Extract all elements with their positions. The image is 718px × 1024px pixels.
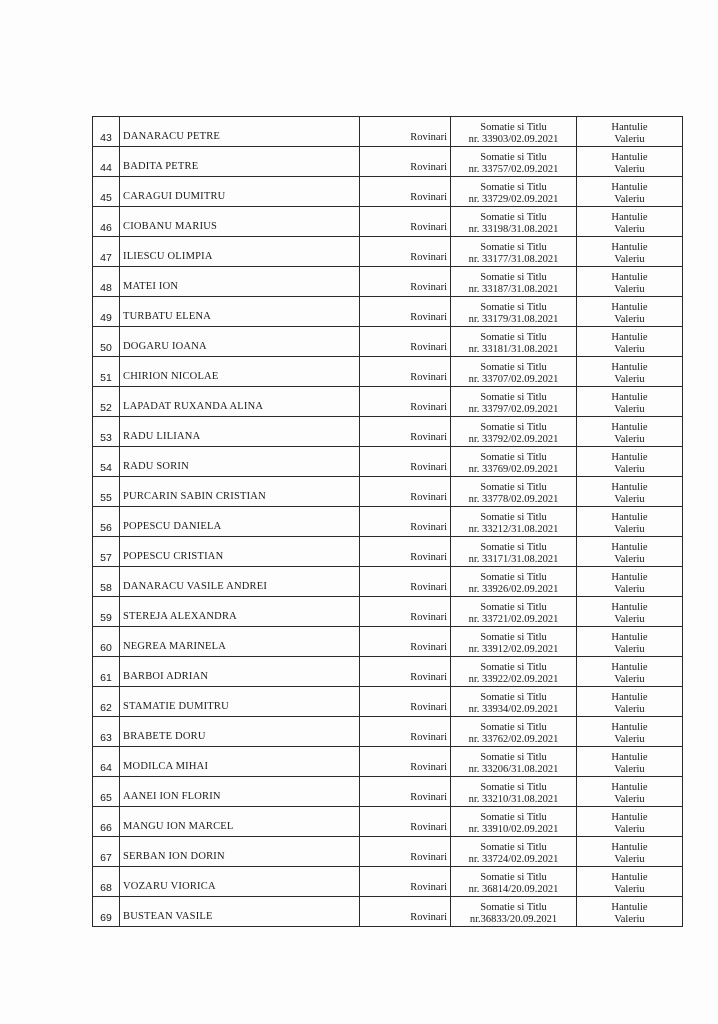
- debtor-name: SERBAN ION DORIN: [120, 837, 360, 867]
- document-number: nr. 33910/02.09.2021: [468, 824, 559, 835]
- document-type: Somatie si Titlu: [480, 902, 547, 913]
- executor-surname: Hantulie: [611, 542, 648, 553]
- table-row: [93, 777, 683, 807]
- executor-surname: Hantulie: [611, 872, 648, 883]
- document-type: Somatie si Titlu: [480, 422, 547, 433]
- document-number: nr. 33912/02.09.2021: [468, 644, 559, 655]
- document-number: nr. 33187/31.08.2021: [468, 284, 559, 295]
- document-type: Somatie si Titlu: [480, 692, 547, 703]
- document-cell: [451, 717, 577, 747]
- executor-surname: Hantulie: [611, 332, 648, 343]
- executor-cell: [577, 657, 683, 687]
- executor-cell: [577, 837, 683, 867]
- document-type: Somatie si Titlu: [480, 452, 547, 463]
- executor-firstname: Valeriu: [614, 854, 645, 865]
- debtor-name: POPESCU CRISTIAN: [120, 537, 360, 567]
- locality: Rovinari: [360, 537, 451, 567]
- table-row: [93, 687, 683, 717]
- executor-cell: [577, 417, 683, 447]
- executor-surname: Hantulie: [611, 512, 648, 523]
- executor-cell: [577, 267, 683, 297]
- executor-firstname: Valeriu: [614, 644, 645, 655]
- row-number: 44: [93, 147, 120, 177]
- executor-cell: [577, 567, 683, 597]
- table-row: [93, 807, 683, 837]
- row-number: 62: [93, 687, 120, 717]
- document-number: nr. 33181/31.08.2021: [468, 344, 559, 355]
- debtor-name: CIOBANU MARIUS: [120, 207, 360, 237]
- document-number: nr. 33177/31.08.2021: [468, 254, 559, 265]
- executor-firstname: Valeriu: [614, 344, 645, 355]
- locality: Rovinari: [360, 177, 451, 207]
- debtor-name: ILIESCU OLIMPIA: [120, 237, 360, 267]
- table-row: [93, 177, 683, 207]
- document-cell: [451, 207, 577, 237]
- row-number: 57: [93, 537, 120, 567]
- executor-surname: Hantulie: [611, 152, 648, 163]
- executor-cell: [577, 147, 683, 177]
- locality: Rovinari: [360, 387, 451, 417]
- debtor-name: DOGARU IOANA: [120, 327, 360, 357]
- executor-firstname: Valeriu: [614, 164, 645, 175]
- table-row: [93, 387, 683, 417]
- executor-firstname: Valeriu: [614, 314, 645, 325]
- row-number: 47: [93, 237, 120, 267]
- document-cell: [451, 867, 577, 897]
- document-cell: [451, 117, 577, 147]
- document-number: nr. 33903/02.09.2021: [468, 134, 559, 145]
- records-table-body: [93, 117, 683, 927]
- executor-surname: Hantulie: [611, 392, 648, 403]
- executor-surname: Hantulie: [611, 422, 648, 433]
- row-number: 45: [93, 177, 120, 207]
- locality: Rovinari: [360, 447, 451, 477]
- executor-surname: Hantulie: [611, 272, 648, 283]
- document-type: Somatie si Titlu: [480, 512, 547, 523]
- table-row: [93, 747, 683, 777]
- document-type: Somatie si Titlu: [480, 212, 547, 223]
- executor-firstname: Valeriu: [614, 494, 645, 505]
- executor-firstname: Valeriu: [614, 914, 645, 925]
- row-number: 69: [93, 897, 120, 927]
- debtor-name: VOZARU VIORICA: [120, 867, 360, 897]
- row-number: 51: [93, 357, 120, 387]
- row-number: 64: [93, 747, 120, 777]
- executor-cell: [577, 507, 683, 537]
- document-number: nr. 33729/02.09.2021: [468, 194, 559, 205]
- document-cell: [451, 837, 577, 867]
- executor-surname: Hantulie: [611, 482, 648, 493]
- row-number: 60: [93, 627, 120, 657]
- locality: Rovinari: [360, 207, 451, 237]
- executor-firstname: Valeriu: [614, 554, 645, 565]
- document-number: nr. 33206/31.08.2021: [468, 764, 559, 775]
- document-number: nr. 33212/31.08.2021: [468, 524, 559, 535]
- table-row: [93, 297, 683, 327]
- table-row: [93, 627, 683, 657]
- locality: Rovinari: [360, 237, 451, 267]
- executor-cell: [577, 237, 683, 267]
- executor-surname: Hantulie: [611, 302, 648, 313]
- table-row: [93, 267, 683, 297]
- document-number: nr. 33797/02.09.2021: [468, 404, 559, 415]
- locality: Rovinari: [360, 327, 451, 357]
- document-number: nr. 33757/02.09.2021: [468, 164, 559, 175]
- executor-surname: Hantulie: [611, 752, 648, 763]
- executor-cell: [577, 897, 683, 927]
- document-cell: [451, 657, 577, 687]
- executor-cell: [577, 297, 683, 327]
- document-cell: [451, 447, 577, 477]
- table-row: [93, 657, 683, 687]
- document-type: Somatie si Titlu: [480, 272, 547, 283]
- executor-cell: [577, 387, 683, 417]
- row-number: 49: [93, 297, 120, 327]
- document-type: Somatie si Titlu: [480, 782, 547, 793]
- document-cell: [451, 387, 577, 417]
- document-number: nr. 33792/02.09.2021: [468, 434, 559, 445]
- document-number: nr.36833/20.09.2021: [469, 914, 558, 925]
- locality: Rovinari: [360, 867, 451, 897]
- row-number: 53: [93, 417, 120, 447]
- row-number: 46: [93, 207, 120, 237]
- document-type: Somatie si Titlu: [480, 842, 547, 853]
- executor-surname: Hantulie: [611, 242, 648, 253]
- executor-firstname: Valeriu: [614, 524, 645, 535]
- document-cell: [451, 417, 577, 447]
- locality: Rovinari: [360, 267, 451, 297]
- document-number: nr. 33721/02.09.2021: [468, 614, 559, 625]
- executor-firstname: Valeriu: [614, 764, 645, 775]
- row-number: 54: [93, 447, 120, 477]
- executor-surname: Hantulie: [611, 362, 648, 373]
- row-number: 43: [93, 117, 120, 147]
- debtor-name: RADU SORIN: [120, 447, 360, 477]
- table-row: [93, 147, 683, 177]
- table-row: [93, 717, 683, 747]
- debtor-name: MODILCA MIHAI: [120, 747, 360, 777]
- debtor-name: CHIRION NICOLAE: [120, 357, 360, 387]
- executor-firstname: Valeriu: [614, 794, 645, 805]
- executor-cell: [577, 867, 683, 897]
- executor-cell: [577, 447, 683, 477]
- document-cell: [451, 147, 577, 177]
- debtor-name: BADITA PETRE: [120, 147, 360, 177]
- table-row: [93, 447, 683, 477]
- locality: Rovinari: [360, 747, 451, 777]
- executor-firstname: Valeriu: [614, 194, 645, 205]
- document-cell: [451, 537, 577, 567]
- document-type: Somatie si Titlu: [480, 542, 547, 553]
- document-cell: [451, 297, 577, 327]
- locality: Rovinari: [360, 297, 451, 327]
- document-cell: [451, 567, 577, 597]
- document-cell: [451, 807, 577, 837]
- executor-cell: [577, 597, 683, 627]
- executor-cell: [577, 177, 683, 207]
- executor-cell: [577, 807, 683, 837]
- debtor-name: LAPADAT RUXANDA ALINA: [120, 387, 360, 417]
- document-cell: [451, 177, 577, 207]
- executor-cell: [577, 117, 683, 147]
- table-row: [93, 597, 683, 627]
- locality: Rovinari: [360, 597, 451, 627]
- executor-surname: Hantulie: [611, 662, 648, 673]
- executor-firstname: Valeriu: [614, 224, 645, 235]
- document-number: nr. 33171/31.08.2021: [468, 554, 559, 565]
- document-number: nr. 33179/31.08.2021: [468, 314, 559, 325]
- document-type: Somatie si Titlu: [480, 362, 547, 373]
- executor-firstname: Valeriu: [614, 374, 645, 385]
- debtor-name: BARBOI ADRIAN: [120, 657, 360, 687]
- executor-firstname: Valeriu: [614, 824, 645, 835]
- row-number: 55: [93, 477, 120, 507]
- locality: Rovinari: [360, 117, 451, 147]
- executor-cell: [577, 717, 683, 747]
- row-number: 52: [93, 387, 120, 417]
- table-row: [93, 207, 683, 237]
- executor-firstname: Valeriu: [614, 584, 645, 595]
- table-row: [93, 117, 683, 147]
- table-row: [93, 327, 683, 357]
- document-cell: [451, 267, 577, 297]
- locality: Rovinari: [360, 147, 451, 177]
- executor-firstname: Valeriu: [614, 614, 645, 625]
- executor-surname: Hantulie: [611, 692, 648, 703]
- table-row: [93, 897, 683, 927]
- document-type: Somatie si Titlu: [480, 632, 547, 643]
- document-cell: [451, 237, 577, 267]
- executor-firstname: Valeriu: [614, 134, 645, 145]
- table-row: [93, 237, 683, 267]
- document-number: nr. 33778/02.09.2021: [468, 494, 559, 505]
- document-number: nr. 33934/02.09.2021: [468, 704, 559, 715]
- locality: Rovinari: [360, 507, 451, 537]
- document-type: Somatie si Titlu: [480, 482, 547, 493]
- executor-firstname: Valeriu: [614, 704, 645, 715]
- table-row: [93, 867, 683, 897]
- table-row: [93, 477, 683, 507]
- executor-cell: [577, 777, 683, 807]
- document-number: nr. 33769/02.09.2021: [468, 464, 559, 475]
- document-cell: [451, 897, 577, 927]
- row-number: 50: [93, 327, 120, 357]
- locality: Rovinari: [360, 897, 451, 927]
- document-number: nr. 33926/02.09.2021: [468, 584, 559, 595]
- row-number: 65: [93, 777, 120, 807]
- row-number: 63: [93, 717, 120, 747]
- document-cell: [451, 597, 577, 627]
- document-cell: [451, 357, 577, 387]
- document-type: Somatie si Titlu: [480, 302, 547, 313]
- debtor-name: NEGREA MARINELA: [120, 627, 360, 657]
- debtor-name: RADU LILIANA: [120, 417, 360, 447]
- table-row: [93, 417, 683, 447]
- records-table: [92, 116, 683, 927]
- table-row: [93, 507, 683, 537]
- executor-surname: Hantulie: [611, 632, 648, 643]
- document-type: Somatie si Titlu: [480, 332, 547, 343]
- locality: Rovinari: [360, 657, 451, 687]
- debtor-name: MATEI ION: [120, 267, 360, 297]
- debtor-name: BRABETE DORU: [120, 717, 360, 747]
- executor-surname: Hantulie: [611, 212, 648, 223]
- document-type: Somatie si Titlu: [480, 242, 547, 253]
- debtor-name: DANARACU VASILE ANDREI: [120, 567, 360, 597]
- debtor-name: DANARACU PETRE: [120, 117, 360, 147]
- locality: Rovinari: [360, 567, 451, 597]
- row-number: 66: [93, 807, 120, 837]
- row-number: 61: [93, 657, 120, 687]
- document-type: Somatie si Titlu: [480, 392, 547, 403]
- document-type: Somatie si Titlu: [480, 872, 547, 883]
- row-number: 48: [93, 267, 120, 297]
- executor-cell: [577, 627, 683, 657]
- table-row: [93, 357, 683, 387]
- debtor-name: BUSTEAN VASILE: [120, 897, 360, 927]
- executor-surname: Hantulie: [611, 602, 648, 613]
- executor-cell: [577, 477, 683, 507]
- executor-firstname: Valeriu: [614, 884, 645, 895]
- debtor-name: POPESCU DANIELA: [120, 507, 360, 537]
- executor-surname: Hantulie: [611, 452, 648, 463]
- document-number: nr. 33762/02.09.2021: [468, 734, 559, 745]
- document-number: nr. 33707/02.09.2021: [468, 374, 559, 385]
- document-type: Somatie si Titlu: [480, 152, 547, 163]
- executor-surname: Hantulie: [611, 782, 648, 793]
- document-cell: [451, 477, 577, 507]
- debtor-name: AANEI ION FLORIN: [120, 777, 360, 807]
- table-row: [93, 567, 683, 597]
- debtor-name: MANGU ION MARCEL: [120, 807, 360, 837]
- document-number: nr. 33198/31.08.2021: [468, 224, 559, 235]
- executor-cell: [577, 747, 683, 777]
- debtor-name: PURCARIN SABIN CRISTIAN: [120, 477, 360, 507]
- row-number: 56: [93, 507, 120, 537]
- executor-firstname: Valeriu: [614, 404, 645, 415]
- locality: Rovinari: [360, 687, 451, 717]
- document-type: Somatie si Titlu: [480, 662, 547, 673]
- locality: Rovinari: [360, 627, 451, 657]
- executor-firstname: Valeriu: [614, 674, 645, 685]
- locality: Rovinari: [360, 837, 451, 867]
- executor-surname: Hantulie: [611, 812, 648, 823]
- locality: Rovinari: [360, 417, 451, 447]
- document-type: Somatie si Titlu: [480, 812, 547, 823]
- table-row: [93, 837, 683, 867]
- executor-firstname: Valeriu: [614, 734, 645, 745]
- executor-surname: Hantulie: [611, 902, 648, 913]
- executor-surname: Hantulie: [611, 722, 648, 733]
- document-cell: [451, 777, 577, 807]
- executor-cell: [577, 537, 683, 567]
- document-type: Somatie si Titlu: [480, 752, 547, 763]
- document-cell: [451, 747, 577, 777]
- document-number: nr. 33724/02.09.2021: [468, 854, 559, 865]
- executor-cell: [577, 207, 683, 237]
- document-cell: [451, 327, 577, 357]
- executor-firstname: Valeriu: [614, 284, 645, 295]
- locality: Rovinari: [360, 477, 451, 507]
- document-type: Somatie si Titlu: [480, 722, 547, 733]
- table-row: [93, 537, 683, 567]
- debtor-name: STAMATIE DUMITRU: [120, 687, 360, 717]
- row-number: 59: [93, 597, 120, 627]
- executor-surname: Hantulie: [611, 122, 648, 133]
- locality: Rovinari: [360, 357, 451, 387]
- document-type: Somatie si Titlu: [480, 122, 547, 133]
- debtor-name: STEREJA ALEXANDRA: [120, 597, 360, 627]
- locality: Rovinari: [360, 717, 451, 747]
- row-number: 58: [93, 567, 120, 597]
- locality: Rovinari: [360, 807, 451, 837]
- document-cell: [451, 687, 577, 717]
- executor-surname: Hantulie: [611, 842, 648, 853]
- executor-cell: [577, 357, 683, 387]
- executor-firstname: Valeriu: [614, 434, 645, 445]
- locality: Rovinari: [360, 777, 451, 807]
- executor-surname: Hantulie: [611, 182, 648, 193]
- document-type: Somatie si Titlu: [480, 572, 547, 583]
- debtor-name: TURBATU ELENA: [120, 297, 360, 327]
- row-number: 67: [93, 837, 120, 867]
- row-number: 68: [93, 867, 120, 897]
- executor-firstname: Valeriu: [614, 254, 645, 265]
- executor-cell: [577, 327, 683, 357]
- debtor-name: CARAGUI DUMITRU: [120, 177, 360, 207]
- executor-firstname: Valeriu: [614, 464, 645, 475]
- executor-cell: [577, 687, 683, 717]
- document-number: nr. 33922/02.09.2021: [468, 674, 559, 685]
- document-type: Somatie si Titlu: [480, 602, 547, 613]
- document-cell: [451, 507, 577, 537]
- document-type: Somatie si Titlu: [480, 182, 547, 193]
- executor-surname: Hantulie: [611, 572, 648, 583]
- document-cell: [451, 627, 577, 657]
- document-number: nr. 36814/20.09.2021: [468, 884, 559, 895]
- document-number: nr. 33210/31.08.2021: [468, 794, 559, 805]
